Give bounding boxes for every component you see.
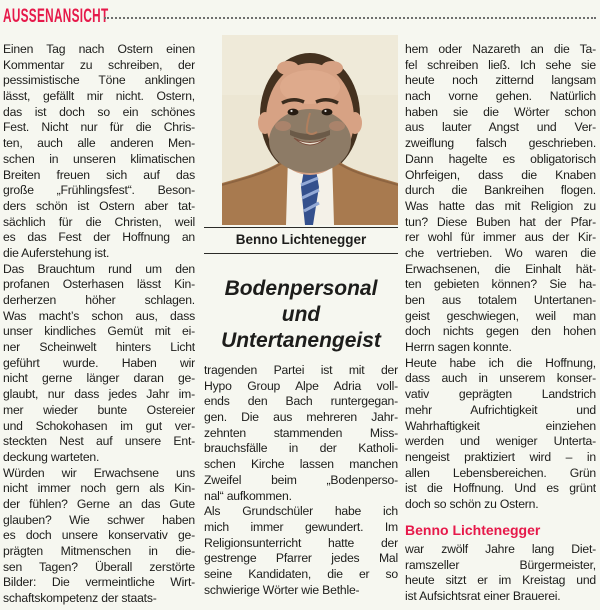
eye-right — [322, 109, 333, 116]
text-line: Bodenpersonal — [224, 277, 378, 300]
text-line: der fühlen? Gerne an das Gute — [3, 496, 195, 511]
cheek-left — [275, 121, 291, 131]
text-line: ben aus totalem Untertanen- — [405, 293, 596, 307]
text-line: werden und weniger Unterta- — [405, 434, 596, 449]
text-line: Erwachsenen, die Einhalt hät- — [405, 261, 596, 276]
text-line: haben sie die Wörter schon — [405, 104, 596, 119]
text-line: ist die Hoffnung. Und es grünt — [405, 481, 596, 496]
text-line: deckung warteten. — [3, 449, 100, 464]
author-bio — [405, 522, 596, 605]
text-line: tun? Diese Buben hat der Pfar- — [405, 214, 596, 229]
text-line: profanen Osterhasen lässt Kin- — [3, 277, 195, 292]
text-line: mehr Aufrichtigkeit und — [405, 402, 596, 417]
text-line: Zweifel beim „Bodenperso- — [204, 472, 398, 487]
text-line: die Auferstehung ist. — [3, 245, 110, 260]
text-line: und — [281, 303, 321, 326]
text-line: glaubt, nur dass jedes Jahr im- — [3, 387, 195, 402]
text-line: geist geschwiegen, weil man — [405, 308, 596, 323]
text-line: Einen Tag nach Ostern einen — [3, 42, 195, 56]
eye-left — [288, 109, 299, 116]
text-line: große „Frühlingsfest“. Beson- — [3, 183, 195, 198]
text-line: nal“ aufkommen. — [204, 488, 292, 503]
text-line: es doch unsere konservativ ge- — [3, 528, 195, 543]
text-line: dass auch in unserem konser- — [405, 371, 596, 386]
text-line: tragenden Partei ist mit der — [204, 363, 398, 377]
text-line: das ist doch so ein schönes — [3, 104, 195, 119]
text-line: prägten Mitmenschen in die- — [3, 544, 195, 558]
text-line: heute sitzt er im Kreistag und — [405, 573, 596, 588]
text-line: ramszeller Bürgermeister, — [405, 557, 596, 572]
text-line: allen Lebensbereichen. Grün — [405, 465, 596, 480]
text-line: doch so schön zu Ostern. — [405, 496, 539, 511]
text-line: Untertanengeist — [221, 329, 381, 352]
text-line: durch die Bankreihen flogen. — [405, 183, 596, 198]
text-line: che vertrieben. Wo waren die — [405, 245, 596, 260]
text-line: gen. Die aus mehreren Jahr- — [204, 410, 398, 425]
text-line: hem oder Nazareth an die Ta- — [405, 42, 596, 56]
text-line: schwierige Wörter wie Bethle- — [204, 582, 360, 597]
text-line: Hypo Group Alpe Adria voll- — [204, 378, 398, 393]
text-line: rer wohl für immer aus der Kir- — [405, 230, 596, 245]
text-line: mer wieder bunte Ostereier — [3, 402, 195, 417]
text-line: steckten Nest auf unsere Ent- — [3, 434, 195, 449]
text-line: seine Kandidaten, die er so — [204, 566, 398, 581]
text-line: Das Brauchtum rund um den — [3, 261, 195, 276]
text-line: unser kindliches Gemüt mit ei- — [3, 324, 195, 339]
text-line: mich immer gewundert. Im — [204, 519, 398, 534]
text-line: fel schreiben ließ. Ich sehe sie — [405, 57, 596, 72]
text-line: Ohrfeigen, dass die Knaben — [405, 167, 596, 182]
text-line: zehnten stammenden Miss- — [204, 425, 398, 440]
text-line: Kommentar zu schreiben, der — [3, 57, 195, 72]
text-line: Fest. Nicht nur für die Chris- — [3, 120, 195, 135]
text-line: sen Tagen? Überall zerstörte — [3, 559, 195, 574]
text-line: es das Fest der Hoffnung an — [3, 230, 195, 245]
text-line: zweiflung falsch geschrieben. — [405, 136, 596, 151]
text-line: Heute habe ich die Hoffnung, — [405, 355, 596, 370]
text-line: Herrn sagen konnte. — [405, 340, 512, 355]
kicker-dotted-rule — [104, 17, 596, 19]
text-line: schen in unseren klimatischen — [3, 151, 195, 166]
text-line: nach vorne gehen. Natürlich — [405, 89, 596, 104]
text-line: Was hatte das mit Religion zu — [405, 198, 596, 213]
portrait-illustration — [222, 35, 398, 225]
text-line: nicht immer noch gern als Kin- — [3, 481, 195, 496]
text-line: pessimistische Töne anklingen — [3, 73, 195, 88]
text-line: geführt wurde. Haben wir — [3, 355, 195, 370]
text-line: Würden wir Erwachsene uns — [3, 465, 195, 480]
cheek-right — [329, 121, 345, 131]
text-line: Als Grundschüler habe ich — [204, 504, 398, 519]
text-line: derherzen höher schlagen. — [3, 293, 195, 307]
text-line: ders schön ist Ostern aber tat- — [3, 198, 195, 213]
author-bio-text — [405, 542, 596, 605]
text-column-1 — [3, 42, 195, 607]
text-line: Was macht’s schon aus, dass — [3, 308, 195, 323]
text-column-2 — [204, 363, 398, 598]
text-line: glauben? Wie schwer haben — [3, 512, 195, 527]
text-line: doch nichts gegen den hohen — [405, 324, 596, 339]
text-line: gestrenge Pfarrer jedes Mal — [204, 551, 398, 566]
caption-rule-top — [204, 227, 398, 228]
text-line: ends den Bach runtergegan- — [204, 394, 398, 409]
text-line: Breiten freuen sich auf das — [3, 167, 195, 182]
text-line: und Schokohasen im gut ver- — [3, 418, 195, 433]
author-name: Benno Lichtenegger — [405, 522, 541, 538]
text-line: vativ geprägten Landstrich — [405, 387, 596, 402]
text-line: schaftskompetenz der staats- — [3, 591, 157, 606]
text-line: heute noch zitternd langsam — [405, 73, 596, 88]
text-line: war zwölf Jahre lang Diet- — [405, 542, 596, 556]
text-line: schen Kirche lassen manchen — [204, 457, 398, 472]
text-line: Dann hagelte es obligatorisch — [405, 151, 596, 166]
beard — [269, 109, 351, 173]
article-title — [204, 276, 398, 354]
caption-rule-bottom — [204, 253, 398, 254]
text-line: Wahrhaftigkeit einziehen — [405, 418, 596, 433]
text-line: aus lauter Angst und Ver- — [405, 120, 596, 135]
text-line: Bilder: Die vermeintliche Wirt- — [3, 575, 195, 590]
text-line: ten, auch alle anderen Men- — [3, 136, 195, 151]
text-line: Religionsunterricht hatte der — [204, 535, 398, 550]
text-line: ten gebieten können? Sie ha- — [405, 277, 596, 292]
section-kicker: AUSSENANSICHT — [3, 6, 109, 27]
portrait-photo — [222, 35, 398, 225]
text-line: nengeist praktiziert wird – in — [405, 449, 596, 464]
eye-glint-right — [324, 110, 326, 112]
text-line: nicht gerne länger daran ge- — [3, 371, 195, 386]
text-column-3 — [405, 42, 596, 513]
text-line: ner Scheinwelt hinters Licht — [3, 340, 195, 355]
text-line: lässt, gefällt mir nicht. Ostern, — [3, 89, 195, 104]
eye-glint-left — [290, 110, 292, 112]
text-line: brauchsfälle in der Katholi- — [204, 441, 398, 456]
text-line: ist Aufsichtsrat einer Brauerei. — [405, 589, 561, 604]
photo-caption: Benno Lichtenegger — [235, 232, 367, 247]
text-line: sächlich für die Christen, weil — [3, 214, 195, 229]
